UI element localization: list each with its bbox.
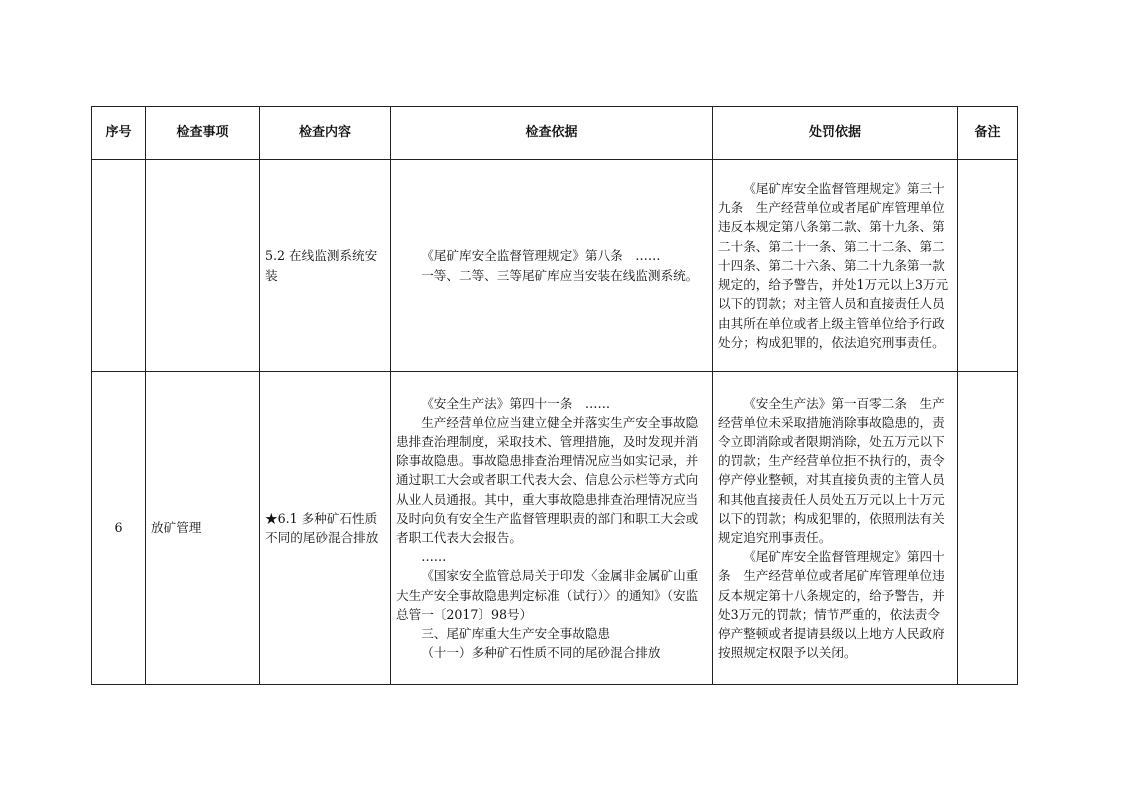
penalty-paragraph: 《尾矿库安全监督管理规定》第三十九条 生产经营单位或者尾矿库管理单位违反本规定第八条第二款、第十九条、第二十条、第二十一条、第二十二条、第二十四条、第二十六条、第二十九条第一款规定的，给予警告，并处1万元以上3万元以下的罚款；对主管人员和直接责任人员由其所在单位或者上级主管单位给予行政处分；构成犯罪的，依法追究刑事责任。	[718, 181, 949, 350]
header-item: 检查事项	[146, 107, 260, 160]
header-no: 序号	[92, 107, 146, 160]
header-row	[92, 107, 1018, 160]
header-basis: 检查依据	[391, 107, 713, 160]
cell-basis	[391, 372, 713, 685]
header-content: 检查内容	[260, 107, 391, 160]
cell-basis	[391, 160, 713, 372]
cell-penalty	[713, 372, 958, 685]
cell-item	[146, 160, 260, 372]
cell-content: ★6.1 多种矿石性质不同的尾砂混合排放	[260, 372, 391, 685]
basis-paragraph: ……	[421, 549, 447, 565]
regulation-table	[91, 106, 1018, 685]
basis-paragraph: 《尾矿库安全监督管理规定》第八条 ……	[421, 248, 661, 264]
basis-paragraph: 《国家安全监管总局关于印发〈金属非金属矿山重大生产安全事故隐患判定标准（试行）〉的通知》（安监总管一〔2017〕98号）	[396, 568, 699, 622]
basis-paragraph: （十一）多种矿石性质不同的尾砂混合排放	[421, 645, 661, 661]
cell-no: 6	[92, 372, 146, 685]
cell-remark	[958, 160, 1018, 372]
header-remark: 备注	[958, 107, 1018, 160]
cell-penalty	[713, 160, 958, 372]
cell-item: 放矿管理	[146, 372, 260, 685]
table-row	[92, 160, 1018, 372]
basis-paragraph: 一等、二等、三等尾矿库应当安装在线监测系统。	[421, 267, 699, 283]
table-row	[92, 372, 1018, 685]
basis-paragraph: 《安全生产法》第四十一条 ……	[421, 395, 611, 411]
basis-paragraph: 生产经营单位应当建立健全并落实生产安全事故隐患排查治理制度，采取技术、管理措施，及时发现并消除事故隐患。事故隐患排查治理情况应当如实记录，并通过职工大会或者职工代表大会、信息公示栏等方式向从业人员通报。其中，重大事故隐患排查治理情况应当及时向负有安全生产监督管理职责的部门和职工大会或者职工代表大会报告。	[396, 414, 699, 545]
penalty-paragraph: 《尾矿库安全监督管理规定》第四十条 生产经营单位或者尾矿库管理单位违反本规定第十八条规定的，给予警告，并处3万元的罚款；情节严重的，依法责令停产整顿或者提请县级以上地方人民政府按照规定权限予以关闭。	[718, 549, 945, 661]
cell-no	[92, 160, 146, 372]
basis-paragraph: 三、尾矿库重大生产安全事故隐患	[421, 626, 611, 642]
penalty-paragraph: 《安全生产法》第一百零二条 生产经营单位未采取措施消除事故隐患的，责令立即消除或者限期消除，处五万元以下的罚款；生产经营单位拒不执行的，责令停产停业整顿，对其直接负责的主管人员和其他直接责任人员处五万元以上十万元以下的罚款；构成犯罪的，依照刑法有关规定追究刑事责任。	[718, 395, 945, 545]
cell-remark	[958, 372, 1018, 685]
header-penalty: 处罚依据	[713, 107, 958, 160]
cell-content: 5.2 在线监测系统安装	[260, 160, 391, 372]
